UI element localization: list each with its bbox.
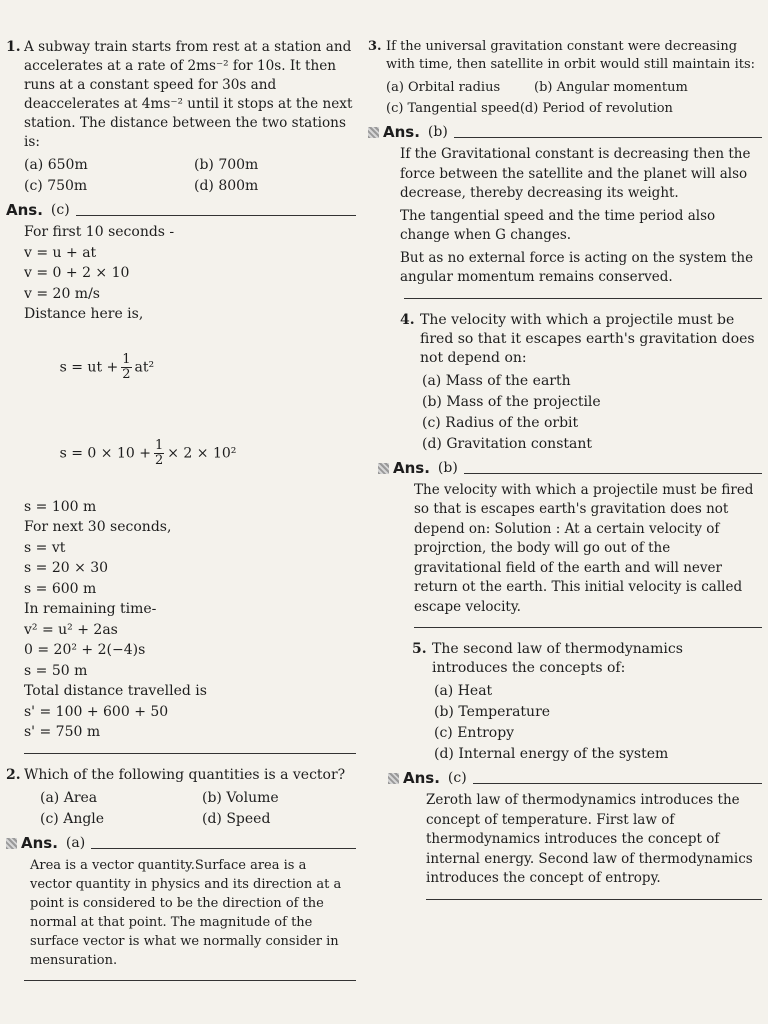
question-number: 4. [400,311,415,328]
explanation: Zeroth law of thermodynamics introduces the concept of temperature. First law of thermodynamics introduces the concept of internal energy. Second law of thermodynamics introduces the concept of entropy. [426,792,753,886]
question-2 [6,766,356,785]
option-b: (b) Angular momentum [534,80,688,95]
fraction: $\frac{1}{2}$ [154,438,164,468]
answer-line [6,834,356,853]
solution-line: For first 10 seconds - [24,224,175,240]
answer-choice: (b) [427,124,448,140]
question-stem: Which of the following quantities is a vector? [24,766,346,783]
solution-line: v = 0 + 2 × 10 [24,265,130,281]
answer-choice: (c) [50,202,70,218]
solution-line: s' = 750 m [24,724,101,740]
answer-choice: (c) [447,770,467,786]
left-column [6,38,356,993]
question-stem: The second law of thermodynamics introduces the concepts of: [432,641,683,676]
question-stem: If the universal gravitation constant were decreasing with time, then satellite in orbit would still maintain its: [386,39,755,72]
solution-line: In remaining time- [24,601,157,617]
question-5 [368,640,762,678]
answer-marker-icon [6,838,17,849]
answer-label: Ans. [368,123,420,142]
solution-line: s = 50 m [24,662,88,679]
option-b: (b) Volume [202,789,279,806]
option-c-d: (c) Tangential speed(d) Period of revolution [386,101,673,116]
question-number: 5. [412,641,427,657]
question-number: 3. [368,39,382,54]
question-stem: A subway train starts from rest at a station and accelerates at a rate of 2ms⁻² for 10s. It then runs at a constant speed for 30s and deaccelerates at 4ms⁻² until it stops at the next station. The distance between the two stations is: [24,39,353,150]
explanation: The velocity with which a projectile must be fired so that is escapes earth's gravitation does not depend on: Solution : At a certain velocity of projrction, the body will go out of the gravitational field of the earth and will never return ot the earth. This initial velocity is called escape velocity. [414,481,754,615]
answer-line [368,123,762,142]
solution-line: For next 30 seconds, [24,519,172,535]
options-q3 [368,77,762,119]
solution-line: v² = u² + 2as [24,621,118,638]
answer-line [6,201,356,220]
options-q5 [368,681,762,765]
solution-line: s' = 100 + 600 + 50 [24,703,169,720]
solution-line: s = 20 × 30 [24,560,109,576]
answer-marker-icon [378,463,389,474]
answer-rule [91,848,356,849]
option-b: (b) Mass of the projectile [422,393,601,410]
explanation: Area is a vector quantity.Surface area is a vector quantity in physics and its direction at a point is considered to be the direction of the normal at that point. The magnitude of the surface vector is what we normally consider in mensuration. [30,857,342,968]
solution-line: Distance here is, [24,306,144,322]
answer-marker-icon [388,773,399,784]
options-q2 [6,788,356,830]
answer-marker-icon [368,127,379,138]
option-a: (a) Mass of the earth [422,372,571,389]
section-divider [24,753,356,754]
solution-equation: s = ut + $\frac{1}{2}$ at² [59,352,155,382]
explanation: The tangential speed and the time period also change when G changes. [400,207,716,243]
answer-label: Ans. [6,201,43,219]
options-q1 [6,155,356,197]
option-c: (c) 750m [24,178,88,194]
option-c: (c) Entropy [434,725,515,741]
option-d: (d) Gravitation constant [422,435,593,452]
option-a: (a) Area [40,789,98,806]
question-4 [368,311,762,368]
answer-rule [76,215,356,216]
question-1 [6,38,356,152]
option-c: (c) Angle [40,810,105,827]
question-number: 1. [6,39,21,55]
question-stem: The velocity with which a projectile must be fired so that it escapes earth's gravitation does not depend on: [420,311,755,366]
solution-line: v = u + at [24,244,97,261]
solution-line: Total distance travelled is [24,683,207,699]
answer-choice: (b) [437,459,458,476]
answer-label: Ans. [378,459,430,478]
section-divider [24,980,356,981]
answer-line [368,769,762,788]
answer-choice: (a) [65,834,86,851]
right-column [368,38,762,912]
solution-line: s = vt [24,539,66,556]
solution-q1 [6,222,356,743]
answer-label: Ans. [6,834,58,853]
answer-line [368,459,762,478]
explanation: But as no external force is acting on the system the angular momentum remains conserved. [400,249,754,285]
solution-line: s = 600 m [24,580,97,597]
explanation: If the Gravitational constant is decreasing then the force between the satellite and the planet will also decrease, thereby decreasing its weight. [400,146,751,201]
section-divider [426,899,762,900]
option-c: (c) Radius of the orbit [422,414,579,431]
question-3 [368,38,762,74]
option-a: (a) Heat [434,683,493,699]
answer-rule [454,137,762,138]
solution-line: 0 = 20² + 2(−4)s [24,642,146,658]
section-divider [414,627,762,628]
section-divider [404,298,762,299]
option-d: (d) Speed [202,810,271,827]
option-d: (d) Internal energy of the system [434,746,669,762]
solution-line: v = 20 m/s [24,285,100,302]
option-b: (b) 700m [194,157,259,173]
answer-label: Ans. [388,769,440,788]
option-b: (b) Temperature [434,704,551,720]
option-d: (d) 800m [194,178,259,194]
question-number: 2. [6,766,21,783]
fraction: $\frac{1}{2}$ [122,352,131,382]
solution-equation: s = 0 × 10 + $\frac{1}{2}$ × 2 × 10² [59,438,237,468]
option-a: (a) Orbital radius [386,80,501,95]
answer-rule [473,783,762,784]
solution-line: s = 100 m [24,498,97,515]
option-a: (a) 650m [24,157,88,173]
options-q4 [368,371,762,455]
answer-rule [464,473,762,474]
